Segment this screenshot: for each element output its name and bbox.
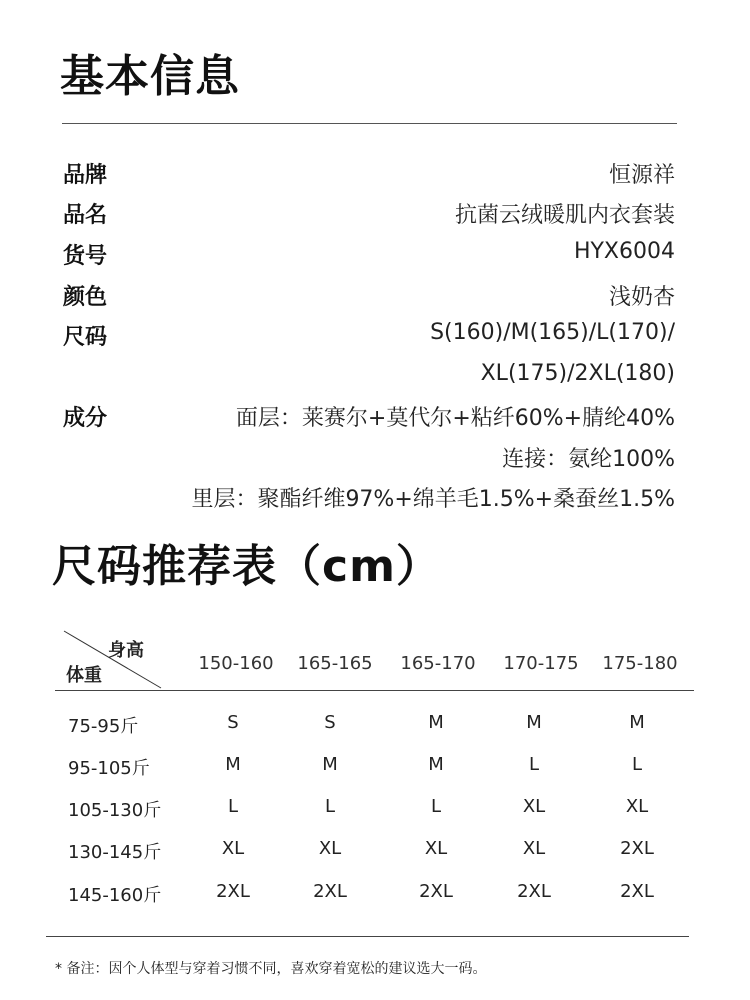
composition-outer-layer: 面层：莱赛尔+莫代尔+粘纤60%+腈纶40%: [235, 406, 675, 431]
product-name-value: 抗菌云绒暖肌内衣套装: [454, 203, 675, 228]
product-name-label: 品名: [63, 203, 108, 228]
weight-row-label: 145-160斤: [68, 885, 162, 906]
corner-height-label: 身高: [108, 640, 144, 661]
size-cell: L: [430, 796, 442, 817]
color-value: 浅奶杏: [608, 285, 675, 310]
size-cell: XL: [221, 838, 245, 859]
size-cell: 2XL: [620, 881, 654, 902]
size-cell: XL: [522, 796, 546, 817]
basic-info-title: 基本信息: [60, 51, 240, 102]
size-cell: XL: [625, 796, 649, 817]
item-number-value: HYX6004: [573, 239, 675, 264]
title-divider: [62, 123, 677, 124]
brand-label: 品牌: [63, 163, 108, 188]
composition-inner-layer: 里层：聚酯纤维97%+绵羊毛1.5%+桑蚕丝1.5%: [191, 487, 675, 512]
size-cell: M: [526, 712, 542, 733]
height-header: 175-180: [602, 653, 678, 674]
size-cell: 2XL: [517, 881, 551, 902]
size-cell: L: [528, 754, 540, 775]
weight-row-label: 105-130斤: [68, 800, 162, 821]
table-bottom-divider: [46, 936, 689, 937]
size-cell: M: [428, 712, 444, 733]
size-cell: 2XL: [419, 881, 453, 902]
height-header: 170-175: [503, 653, 579, 674]
size-cell: L: [227, 796, 239, 817]
size-label: 尺码: [63, 325, 108, 350]
size-cell: M: [629, 712, 645, 733]
size-value-line1: S(160)/M(165)/L(170)/: [430, 320, 675, 345]
size-cell: S: [227, 712, 239, 733]
size-cell: 2XL: [313, 881, 347, 902]
size-cell: 2XL: [216, 881, 250, 902]
size-cell: XL: [522, 838, 546, 859]
height-header: 150-160: [198, 653, 274, 674]
size-cell: 2XL: [620, 838, 654, 859]
weight-row-label: 130-145斤: [68, 842, 162, 863]
color-label: 颜色: [63, 285, 108, 310]
size-chart-title: 尺码推荐表（cm）: [52, 541, 441, 592]
item-number-label: 货号: [63, 244, 108, 269]
size-cell: XL: [318, 838, 342, 859]
size-value-line2: XL(175)/2XL(180): [480, 361, 675, 386]
corner-weight-label: 体重: [66, 665, 102, 686]
size-cell: M: [225, 754, 241, 775]
size-cell: L: [631, 754, 643, 775]
composition-connection: 连接：氨纶100%: [502, 447, 675, 472]
composition-label: 成分: [63, 406, 108, 431]
brand-value: 恒源祥: [608, 163, 675, 188]
size-cell: XL: [424, 838, 448, 859]
size-cell: M: [322, 754, 338, 775]
height-header: 165-165: [297, 653, 373, 674]
table-header-divider: [55, 690, 694, 691]
size-cell: L: [324, 796, 336, 817]
height-header: 165-170: [400, 653, 476, 674]
weight-row-label: 75-95斤: [68, 716, 139, 737]
size-cell: M: [428, 754, 444, 775]
footnote: * 备注：因个人体型与穿着习惯不同，喜欢穿着宽松的建议选大一码。: [55, 961, 487, 977]
size-cell: S: [324, 712, 336, 733]
weight-row-label: 95-105斤: [68, 758, 150, 779]
